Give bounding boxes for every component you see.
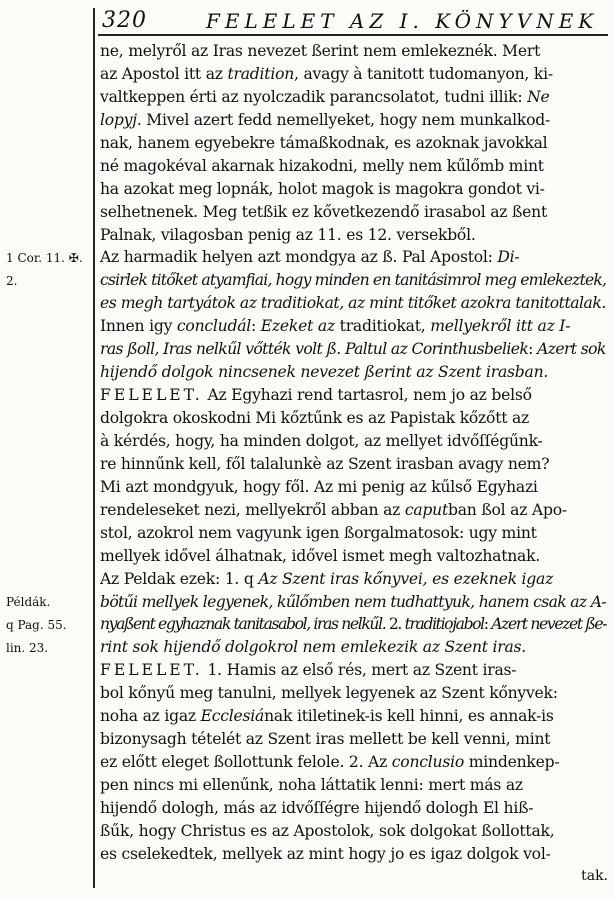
text-segment: bol kőnyű meg tanulni, mellyek legyenek az Szent kőnyvek: [100, 684, 558, 703]
text-line [100, 568, 608, 591]
text-segment: ban ßol az Apo- [448, 500, 567, 519]
text-segment: : [483, 615, 492, 634]
text-line [100, 705, 608, 728]
text-segment: mellyekről itt az I- [430, 317, 571, 336]
text-segment: nyaßent egyhaznak tanitasabol, iras nelkűl [100, 615, 382, 634]
text-segment: tradition [227, 64, 295, 83]
text-line [100, 155, 608, 178]
text-segment: FELELET. [100, 661, 203, 680]
text-segment: Azert nevezet ße- [491, 615, 607, 634]
text-line [100, 499, 608, 522]
text-segment: Az Egyhazi rend tartasrol, nem jo az belső [202, 386, 532, 405]
text-segment: Az harmadik helyen azt mondgya az ß. Pal Apostol: [100, 248, 498, 267]
text-line [100, 797, 608, 820]
text-line [100, 132, 608, 155]
text-line [100, 774, 608, 797]
text-segment: az Apostol itt az [100, 64, 228, 83]
text-segment: traditiojabol [404, 615, 484, 634]
margin-note: lin. 23. [6, 640, 49, 655]
text-segment: pen nincs mi ellenűnk, noha láttatik lenni: mert más az [100, 776, 523, 794]
text-segment: noha az igaz [100, 707, 201, 726]
text-segment: ne, melyről az Iras nevezet ßerint nem emlekeznék. Mert [100, 42, 541, 60]
text-segment: selhetnenek. Meg tetßik ez kővetkezendő irasabol az ßent [100, 202, 547, 221]
text-segment: ßűk, hogy Christus es az Apostolok, sok dolgokat ßollottak, [100, 821, 555, 840]
body-text [100, 40, 608, 866]
text-segment: Palnak, vilagosban penig az 11. es 12. versekből. [100, 225, 476, 244]
text-segment: bötűi mellyek legyenek, kűlőmben nem tudhattyuk, hanem csak az A- [100, 592, 606, 611]
text-segment: rendeleseket nezi, mellyekről abban az [100, 500, 405, 519]
text-line [100, 682, 608, 705]
text-segment: caput [404, 500, 448, 519]
text-line [100, 201, 608, 224]
text-segment: ez előtt eleget ßollottunk felole. 2. Az [100, 753, 392, 772]
text-segment: FELELET. [100, 386, 203, 405]
text-line [100, 269, 608, 292]
text-line [100, 728, 608, 751]
text-line [100, 407, 608, 430]
text-segment: es cselekedtek, mellyek az mint hogy jo es igaz dolgok vol- [100, 844, 551, 863]
margin-note: 1 Cor. 11. ✠. [6, 250, 83, 265]
text-segment: bizonysagh tételét az Szent iras mellett be kell venni, mint [100, 730, 551, 749]
text-segment: nak, hanem egyebekre támaßkodnak, es azoknak javokkal [100, 133, 548, 152]
text-segment: dolgokra okoskodni Mi kőztűnk es az Papistak kőzőtt az [100, 409, 530, 427]
text-line [100, 246, 608, 269]
text-segment: Ne [527, 87, 550, 106]
margin-note: Példák. [6, 594, 51, 609]
text-line [100, 843, 608, 866]
text-line [100, 476, 608, 499]
margin-note: q Pag. 55. [6, 617, 67, 632]
text-segment: ras ßoll, Iras nelkűl vőtték volt ß. Paltul az Corinthusbeliek [100, 340, 529, 359]
text-line [100, 430, 608, 453]
text-segment: né magokéval akarnak hizakodni, melly nem kűlőmb mint [100, 156, 544, 175]
text-segment: Mivel azert fedd nemellyeket, hogy nem munkalkod- [141, 110, 551, 129]
text-segment: Az Peldak ezek: 1. q [100, 569, 259, 588]
text-segment: nak itiletinek-is kell hinni, es annak-is [264, 707, 554, 726]
text-line [100, 86, 608, 109]
text-segment: . 2. [381, 615, 405, 634]
text-line [100, 591, 608, 614]
text-segment: Ecclesiá [200, 707, 265, 726]
text-segment: valtkeppen érti az nyolczadik parancsolatot, tudni illik: [100, 87, 528, 106]
text-segment: : [528, 340, 538, 359]
text-line [100, 40, 608, 63]
catchword: tak. [581, 868, 608, 884]
text-line [100, 751, 608, 774]
text-segment: conclusio [391, 753, 465, 772]
text-segment: csirlek titőket atyamfiai, hogy minden en tanitásimrol meg emlekeztek, [100, 271, 607, 290]
text-line [100, 636, 608, 659]
text-line [100, 522, 608, 545]
text-segment: es megh tartyátok az traditiokat, az mint titőket azokra tanitottalak. [100, 294, 606, 313]
text-segment: Innen igy [100, 317, 177, 336]
text-segment: hijendő dologh, más az idvőſſégre hijendő dologh El hiß- [100, 798, 534, 817]
running-title: FELELET AZ I. KÖNYVNEK [206, 9, 599, 33]
text-segment: concludál [176, 317, 252, 336]
text-line [100, 453, 608, 476]
page-header [98, 6, 608, 36]
text-segment: à kérdés, hogy, ha minden dolgot, az mellyet idvőſſégűnk- [100, 431, 543, 450]
text-segment: , avagy à tanitott tudomanyon, ki- [294, 64, 553, 83]
text-segment: mellyek idővel álhatnak, idővel ismet megh valtozhatnak. [100, 546, 541, 565]
text-line [100, 545, 608, 568]
page-number: 320 [102, 8, 147, 33]
text-segment: re hinnűnk kell, fől talalunkè az Szent irasban avagy nem? [100, 454, 550, 473]
text-segment: Az Szent iras kőnyvei, es ezeknek igaz [258, 569, 554, 588]
text-line [100, 292, 608, 315]
text-segment: Di- [497, 248, 520, 267]
text-line [100, 361, 608, 384]
text-line [100, 338, 608, 361]
text-segment: : [251, 317, 261, 336]
text-segment: 1. Hamis az első rés, mert az Szent iras- [202, 661, 517, 680]
text-line [100, 178, 608, 201]
text-segment: rint sok hijendő dolgokrol nem emlekezik az Szent iras. [100, 638, 527, 657]
text-line [100, 315, 608, 338]
text-line [100, 613, 608, 636]
text-segment: Azert sok [537, 340, 606, 359]
text-line [100, 109, 608, 132]
text-line [100, 63, 608, 86]
text-line [100, 659, 608, 682]
text-segment: ha azokat meg lopnák, holot magok is magokra gondot vi- [100, 179, 545, 198]
text-segment: mindenkep- [464, 753, 560, 772]
text-segment: Mi azt mondgyuk, hogy fől. Az mi penig az kűlső Egyhazi [100, 477, 538, 496]
text-line [100, 820, 608, 843]
text-segment: traditiokat, [334, 317, 431, 336]
text-line [100, 224, 608, 247]
text-segment: Ezeket az [260, 317, 335, 336]
margin-note: 2. [6, 273, 18, 288]
text-segment: stol, azokrol nem vagyunk igen ßorgalmatosok: ugy mint [100, 523, 537, 542]
margin-rule [93, 8, 95, 888]
text-segment: lopyj. [100, 110, 142, 129]
text-segment: hijendő dolgok nincsenek nevezet ßerint az Szent irasban. [100, 363, 549, 382]
text-line [100, 384, 608, 407]
